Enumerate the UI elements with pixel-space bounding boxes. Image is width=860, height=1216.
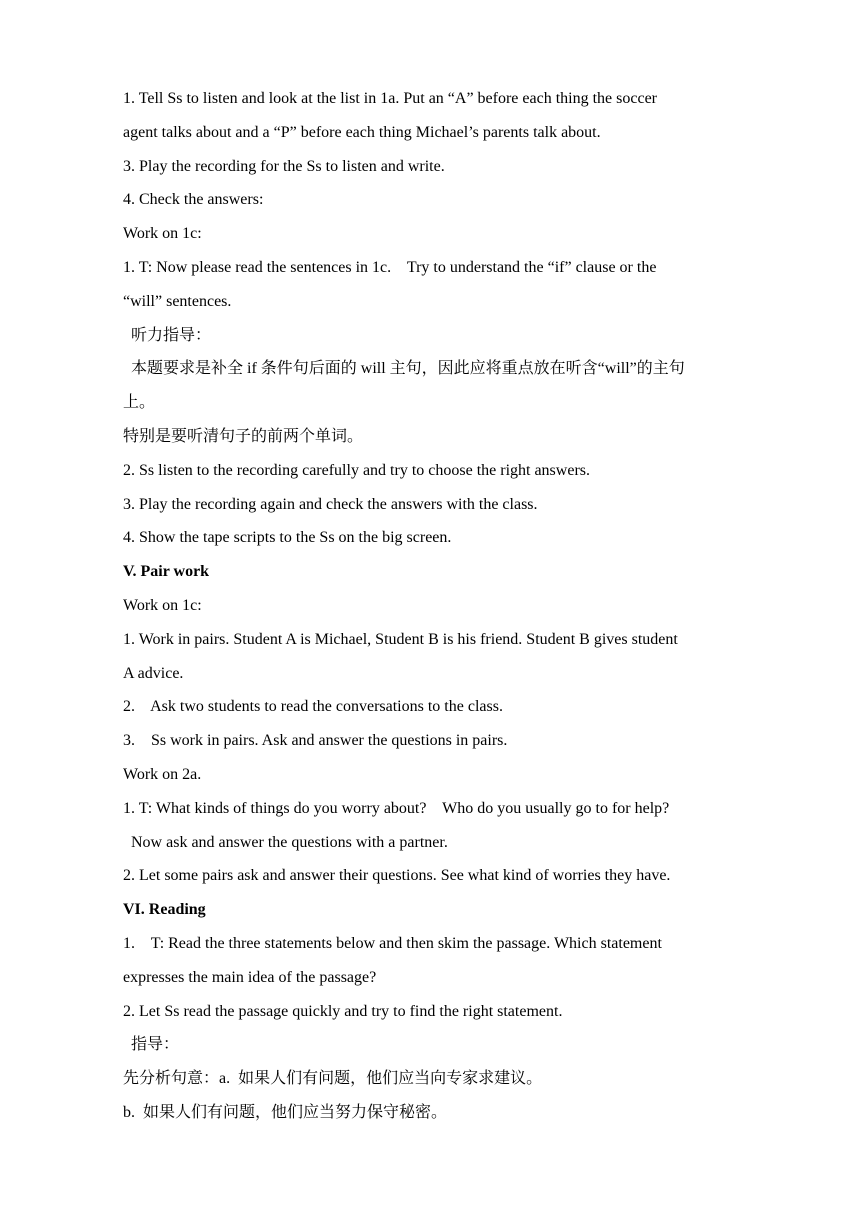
text-line: b. 如果人们有问题，他们应当努力保守秘密。 [123, 1103, 448, 1121]
text-line: 4. Show the tape scripts to the Ss on the big screen. [123, 529, 452, 547]
text-line: 听力指导： [123, 326, 212, 344]
text-line: 特别是要听清句子的前两个单词。 [123, 427, 364, 445]
subheading: Work on 2a. [123, 765, 202, 783]
text-line: “will” sentences. [123, 292, 232, 310]
text-line: 先分析句意：a. 如果人们有问题，他们应当向专家求建议。 [123, 1070, 543, 1088]
text-line: 1. T: What kinds of things do you worry about? Who do you usually go to for help? [123, 799, 670, 817]
text-line: 3. Ss work in pairs. Ask and answer the questions in pairs. [123, 732, 508, 750]
text-line: 4. Check the answers: [123, 191, 264, 209]
text-line: agent talks about and a “P” before each thing Michael’s parents talk about. [123, 123, 601, 141]
section-heading: VI. Reading [123, 901, 206, 919]
text-line: 1. T: Now please read the sentences in 1c. Try to understand the “if” clause or the [123, 258, 657, 276]
text-line: A advice. [123, 664, 184, 682]
subheading: Work on 1c: [123, 225, 202, 243]
text-line: 1. Tell Ss to listen and look at the list in 1a. Put an “A” before each thing the soccer [123, 90, 658, 107]
section-heading: V. Pair work [123, 563, 210, 581]
text-line: expresses the main idea of the passage? [123, 968, 377, 986]
text-line: 1. Work in pairs. Student A is Michael, Student B is his friend. Student B gives student [123, 630, 678, 648]
subheading: Work on 1c: [123, 596, 202, 614]
text-line: 2. Ss listen to the recording carefully and try to choose the right answers. [123, 461, 590, 479]
text-line: 2. Let some pairs ask and answer their questions. See what kind of worries they have. [123, 867, 671, 885]
text-line: 本题要求是补全 if 条件句后面的 will 主句，因此应将重点放在听含“will”的主句 [123, 360, 685, 378]
text-line: 2. Ask two students to read the conversations to the class. [123, 698, 503, 716]
text-line: Now ask and answer the questions with a partner. [123, 833, 448, 851]
text-line: 上。 [123, 394, 156, 412]
text-line: 1. T: Read the three statements below and then skim the passage. Which statement [123, 934, 662, 952]
text-line: 3. Play the recording again and check the answers with the class. [123, 495, 538, 513]
document-body [123, 82, 743, 1130]
text-line: 2. Let Ss read the passage quickly and try to find the right statement. [123, 1002, 563, 1020]
text-line: 指导： [123, 1036, 180, 1054]
text-line: 3. Play the recording for the Ss to listen and write. [123, 157, 445, 175]
